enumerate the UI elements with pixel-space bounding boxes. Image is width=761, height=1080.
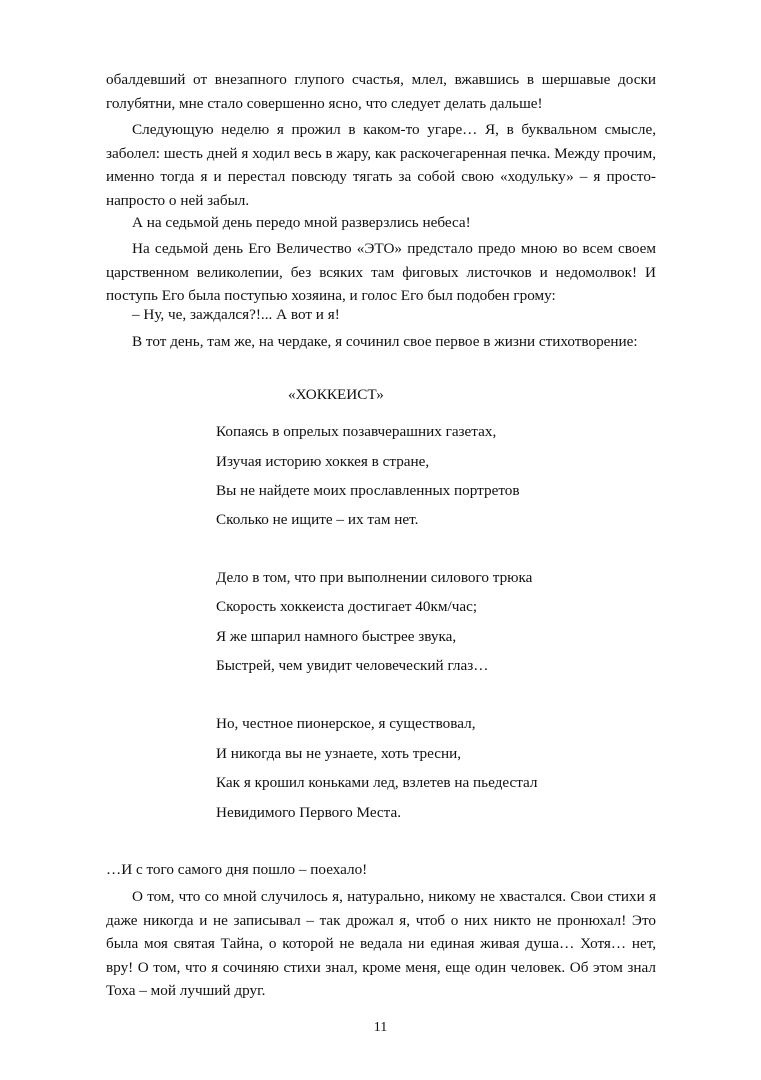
poem-line: Как я крошил коньками лед, взлетев на пьедестал bbox=[216, 774, 538, 791]
poem-line: Но, честное пионерское, я существовал, bbox=[216, 715, 476, 732]
paragraph: О том, что со мной случилось я, натурально, никому не хвастался. Свои стихи я даже никогда и не записывал – так дрожал я, чтоб о них никто не пронюхал! Это была моя святая Тайна, о которой не ведала ни единая живая душа… Хотя… нет, вру! О том, что я сочиняю стихи знал, кроме меня, еще один человек. Об этом знал Тоха – мой лучший друг. bbox=[106, 888, 656, 999]
paragraph: обалдевший от внезапного глупого счастья, млел, вжавшись в шершавые доски голубятни, мне стало совершенно ясно, что следует делать дальше! bbox=[106, 71, 656, 112]
paragraph: На седьмой день Его Величество «ЭТО» предстало предо мною во всем своем царственном великолепии, без всяких там фиговых листочков и недомолвок! И поступь Его была поступью хозяина, и голос Его был подобен грому: bbox=[106, 240, 656, 304]
poem-title: «ХОККЕИСТ» bbox=[288, 386, 384, 403]
poem-line: И никогда вы не узнаете, хоть тресни, bbox=[216, 745, 462, 762]
paragraph: …И с того самого дня пошло – поехало! bbox=[106, 861, 368, 878]
poem-line: Скорость хоккеиста достигает 40км/час; bbox=[216, 598, 478, 615]
poem-line: Быстрей, чем увидит человеческий глаз… bbox=[216, 657, 489, 674]
paragraph: А на седьмой день передо мной разверзлись небеса! bbox=[132, 214, 471, 231]
poem-line: Сколько не ищите – их там нет. bbox=[216, 511, 419, 528]
page-number: 11 bbox=[373, 1020, 388, 1035]
poem-line: Невидимого Первого Места. bbox=[216, 804, 402, 821]
paragraph: – Ну, че, заждался?!... А вот и я! bbox=[132, 306, 340, 323]
poem-line: Изучая историю хоккея в стране, bbox=[216, 453, 430, 470]
paragraph: Следующую неделю я прожил в каком-то угаре… Я, в буквальном смысле, заболел: шесть дней я ходил весь в жару, как раскочегаренная печка. Между прочим, именно тогда я и перестал повсюду тягать за собой свою «ходульку» – я просто-напросто о ней забыл. bbox=[106, 121, 656, 209]
poem-line: Вы не найдете моих прославленных портретов bbox=[216, 482, 520, 499]
poem-line: Копаясь в опрелых позавчерашних газетах, bbox=[216, 423, 497, 440]
poem-line: Я же шпарил намного быстрее звука, bbox=[216, 628, 457, 645]
poem-line: Дело в том, что при выполнении силового трюка bbox=[216, 569, 533, 586]
paragraph: В тот день, там же, на чердаке, я сочинил свое первое в жизни стихотворение: bbox=[132, 333, 638, 350]
